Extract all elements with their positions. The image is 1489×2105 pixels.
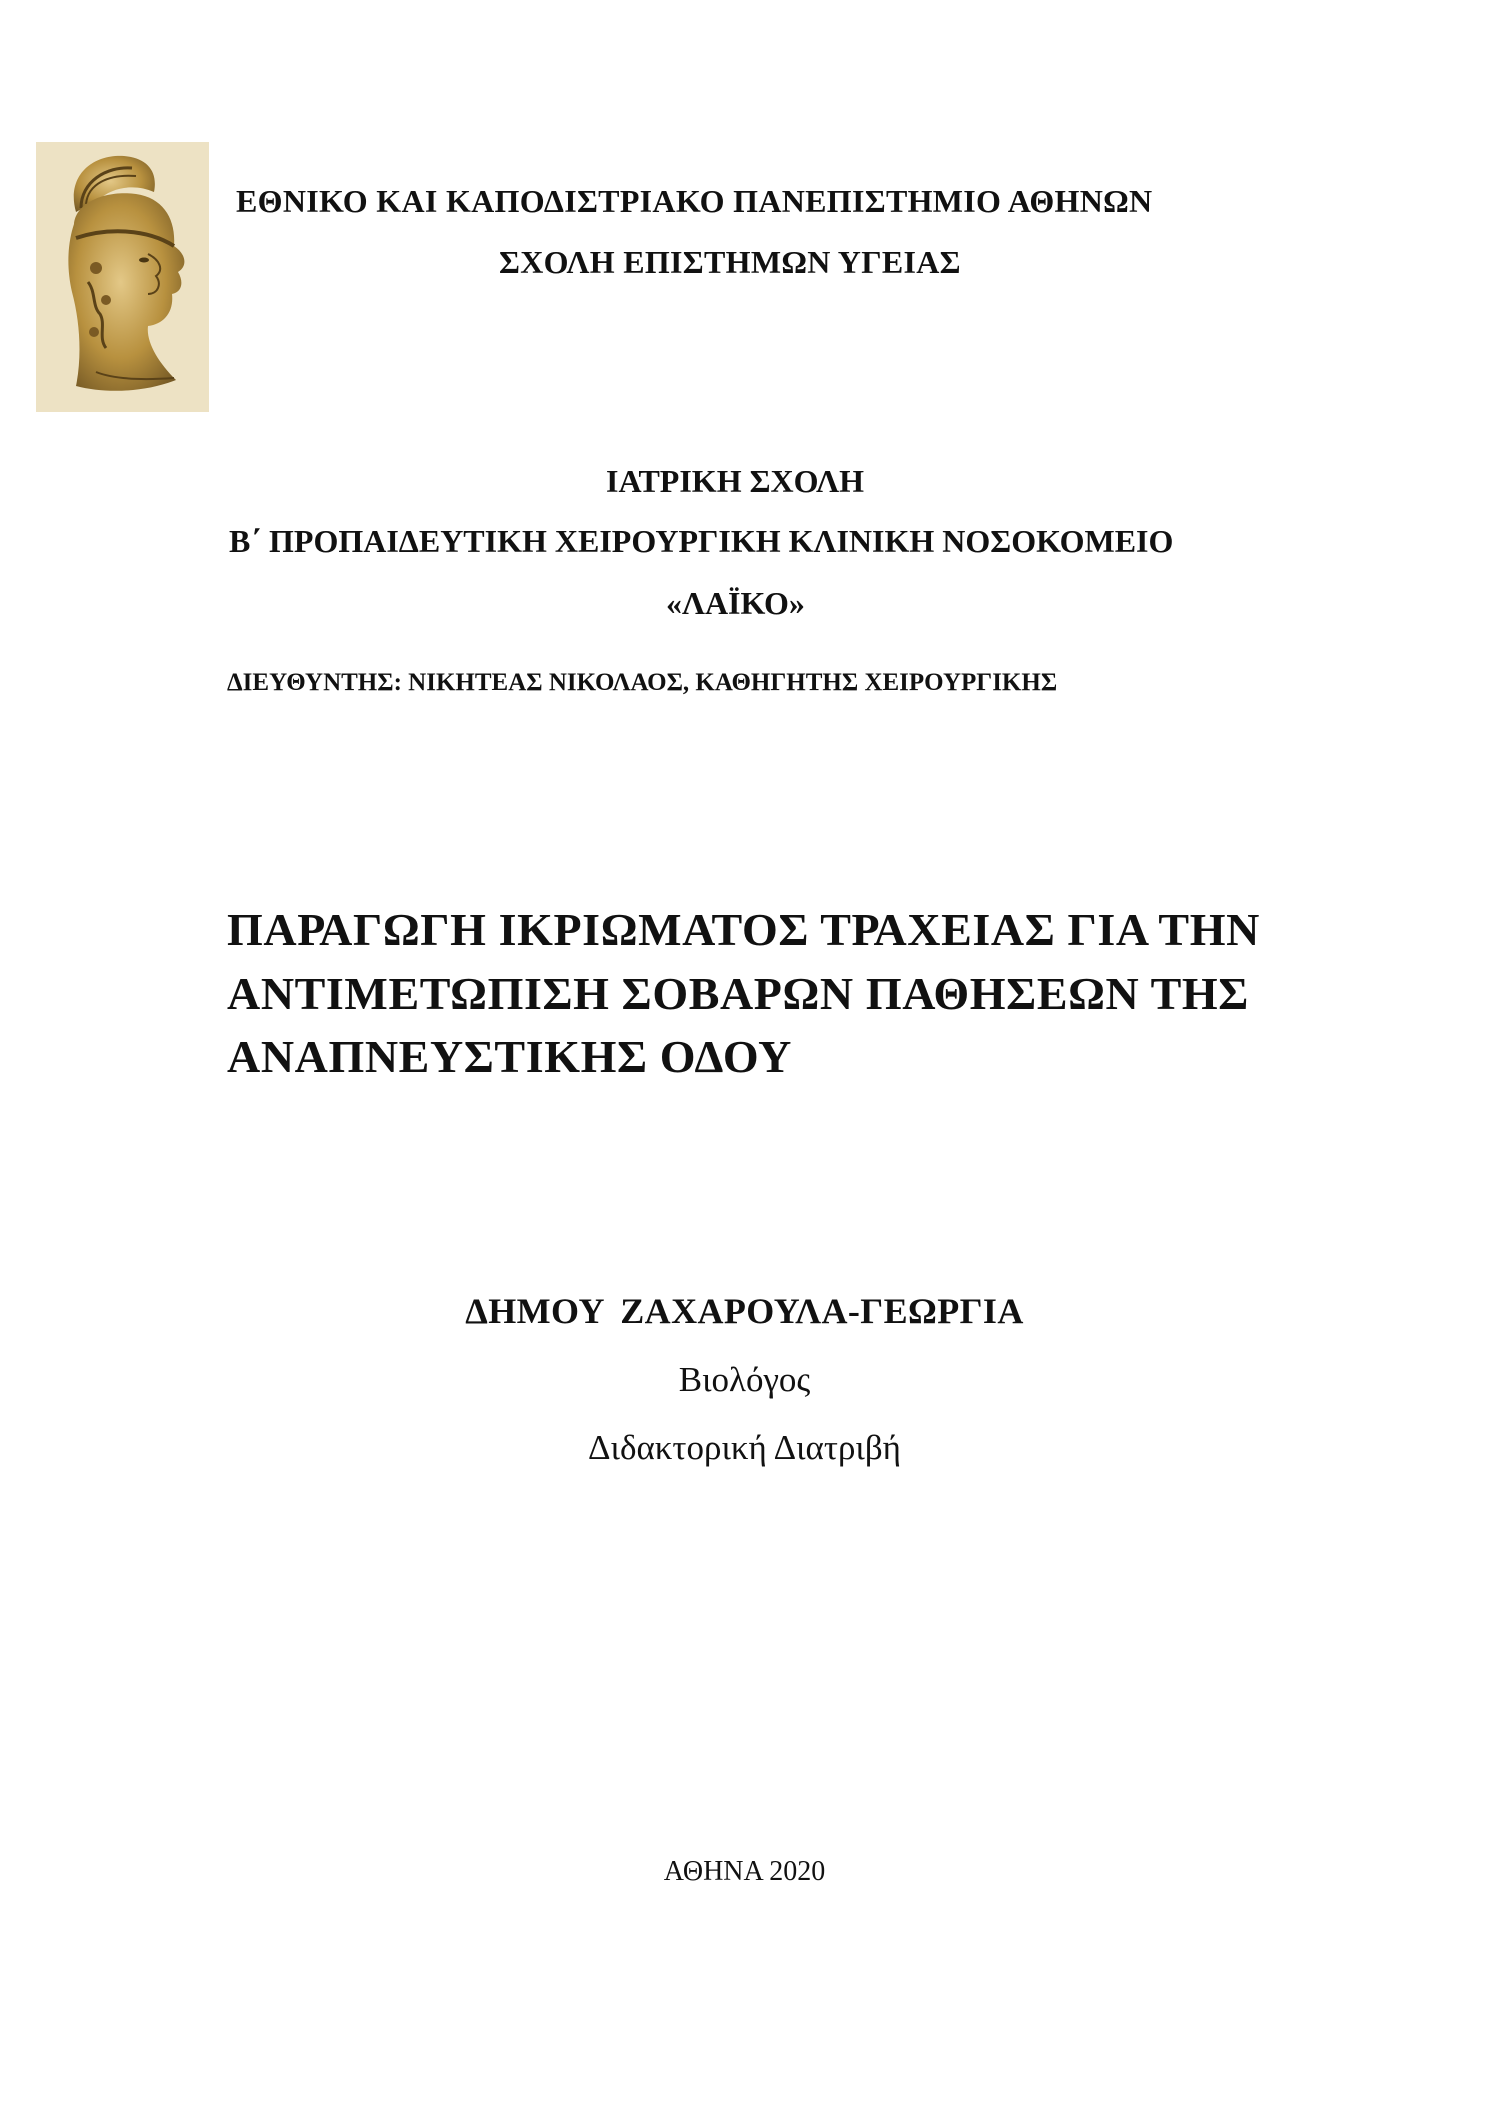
document-type: Διδακτορική Διατριβή (588, 1428, 901, 1467)
clinic-name: Β΄ ΠΡΟΠΑΙΔΕΥΤΙΚΗ ΧΕΙΡΟΥΡΓΙΚΗ ΚΛΙΝΙΚΗ ΝΟΣΟΚΟΜΕΙΟ (229, 523, 1174, 559)
thesis-title-line: ΑΝΤΙΜΕΤΩΠΙΣΗ ΣΟΒΑΡΩΝ ΠΑΘΗΣΕΩΝ ΤΗΣ (227, 968, 1249, 1019)
place-year: ΑΘΗΝΑ 2020 (663, 1856, 826, 1887)
hospital-name: «ΛΑΪΚΟ» (666, 585, 805, 621)
author-name: ΔΗΜΟΥ ΖΑΧΑΡΟΥΛΑ-ΓΕΩΡΓΙΑ (465, 1291, 1024, 1331)
school-name: ΣΧΟΛΗ ΕΠΙΣΤΗΜΩΝ ΥΓΕΙΑΣ (499, 244, 961, 280)
athena-helmet-logo-icon (36, 142, 209, 412)
director-line: ΔΙΕΥΘΥΝΤΗΣ: ΝΙΚΗΤΕΑΣ ΝΙΚΟΛΑΟΣ, ΚΑΘΗΓΗΤΗΣ ΧΕΙΡΟΥΡΓΙΚΗΣ (227, 669, 1058, 696)
thesis-title-line: ΑΝΑΠΝΕΥΣΤΙΚΗΣ ΟΔΟΥ (227, 1031, 792, 1082)
author-profession: Βιολόγος (678, 1360, 811, 1399)
thesis-title-line: ΠΑΡΑΓΩΓΗ ΙΚΡΙΩΜΑΤΟΣ ΤΡΑΧΕΙΑΣ ΓΙΑ ΤΗΝ (227, 904, 1260, 955)
faculty-name: ΙΑΤΡΙΚΗ ΣΧΟΛΗ (606, 463, 864, 499)
university-name: ΕΘΝΙΚΟ ΚΑΙ ΚΑΠΟΔΙΣΤΡΙΑΚΟ ΠΑΝΕΠΙΣΤΗΜΙΟ ΑΘΗΝΩΝ (236, 183, 1153, 219)
